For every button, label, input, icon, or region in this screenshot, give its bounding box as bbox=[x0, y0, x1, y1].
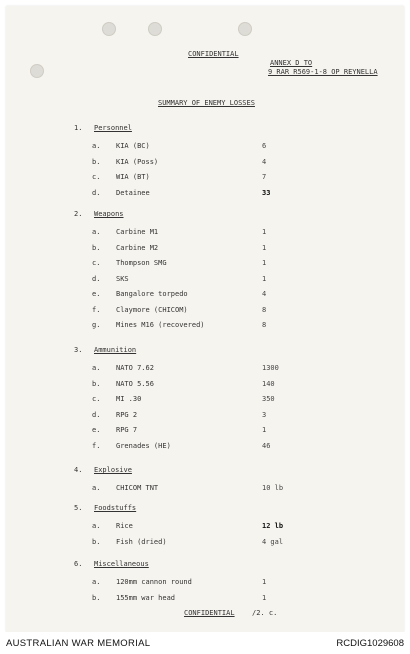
credit-left: AUSTRALIAN WAR MEMORIAL bbox=[6, 638, 151, 649]
item-label: RPG 7 bbox=[116, 426, 138, 434]
item-label: Fish (dried) bbox=[116, 537, 167, 546]
summary-title: SUMMARY OF ENEMY LOSSES bbox=[158, 99, 255, 107]
item-letter: b. bbox=[92, 379, 101, 388]
item-label: Mines M16 (recovered) bbox=[116, 321, 205, 329]
item-letter: e. bbox=[92, 426, 101, 434]
item-label: Rice bbox=[116, 522, 133, 530]
item-value: 7 bbox=[262, 173, 267, 181]
section-title: Personnel bbox=[94, 124, 132, 132]
punch-hole bbox=[30, 64, 44, 78]
item-label: Bangalore torpedo bbox=[116, 290, 188, 298]
item-value: 1 bbox=[262, 243, 267, 252]
item-label: WIA (BT) bbox=[116, 173, 150, 181]
item-label: Carbine M2 bbox=[116, 243, 159, 252]
item-value: 1 bbox=[262, 259, 267, 267]
item-letter: a. bbox=[92, 578, 101, 586]
section-number: 2. bbox=[74, 210, 83, 218]
item-label: MI .30 bbox=[116, 395, 142, 403]
item-value: 8 bbox=[262, 321, 267, 329]
item-value: 4 bbox=[262, 290, 267, 298]
item-value: 1 bbox=[262, 578, 267, 586]
item-letter: c. bbox=[92, 259, 101, 267]
punch-hole bbox=[102, 22, 116, 36]
item-label: RPG 2 bbox=[116, 410, 138, 419]
item-label: Carbine M1 bbox=[116, 228, 159, 236]
item-label: NATO 5.56 bbox=[116, 379, 154, 388]
item-letter: d. bbox=[92, 274, 101, 283]
punch-hole bbox=[238, 22, 252, 36]
section-title: Weapons bbox=[94, 210, 124, 218]
item-value: 12 lb bbox=[262, 522, 284, 530]
item-letter: c. bbox=[92, 173, 101, 181]
item-value: 3 bbox=[262, 410, 267, 419]
item-value: 4 gal bbox=[262, 537, 284, 546]
item-label: SKS bbox=[116, 274, 129, 283]
credit-right: RCDIG1029608 bbox=[336, 638, 404, 649]
item-label: 155mm war head bbox=[116, 593, 176, 602]
item-value: 8 bbox=[262, 305, 267, 314]
item-letter: b. bbox=[92, 537, 101, 546]
item-label: CHICOM TNT bbox=[116, 484, 159, 492]
item-value: 1 bbox=[262, 426, 267, 434]
page-continuation: /2. c. bbox=[252, 609, 278, 617]
item-letter: b. bbox=[92, 593, 101, 602]
item-label: KIA (Poss) bbox=[116, 157, 159, 166]
item-label: Claymore (CHICOM) bbox=[116, 305, 188, 314]
item-letter: c. bbox=[92, 395, 101, 403]
item-value: 46 bbox=[262, 441, 271, 450]
item-letter: a. bbox=[92, 484, 101, 492]
item-label: NATO 7.62 bbox=[116, 364, 154, 372]
item-value: 1 bbox=[262, 274, 267, 283]
item-letter: g. bbox=[92, 321, 101, 329]
item-value: 10 lb bbox=[262, 484, 284, 492]
item-label: Thompson SMG bbox=[116, 259, 167, 267]
item-letter: b. bbox=[92, 243, 101, 252]
item-label: KIA (BC) bbox=[116, 142, 150, 150]
item-value: 1 bbox=[262, 228, 267, 236]
item-letter: a. bbox=[92, 364, 101, 372]
item-value: 140 bbox=[262, 379, 275, 388]
classification-top: CONFIDENTIAL bbox=[188, 50, 239, 58]
item-letter: b. bbox=[92, 157, 101, 166]
annex-line-2: 9 RAR R569-1-8 OP REYNELLA bbox=[268, 68, 378, 76]
item-letter: a. bbox=[92, 522, 101, 530]
item-letter: d. bbox=[92, 188, 101, 197]
section-title: Miscellaneous bbox=[94, 560, 149, 568]
section-title: Ammunition bbox=[94, 346, 137, 354]
item-letter: a. bbox=[92, 142, 101, 150]
credit-bar bbox=[0, 632, 410, 654]
item-value: 33 bbox=[262, 188, 271, 197]
item-letter: f. bbox=[92, 305, 101, 314]
item-label: Grenades (HE) bbox=[116, 441, 171, 450]
section-number: 3. bbox=[74, 346, 83, 354]
punch-hole bbox=[148, 22, 162, 36]
item-value: 350 bbox=[262, 395, 275, 403]
item-label: Detainee bbox=[116, 188, 150, 197]
section-number: 5. bbox=[74, 504, 83, 512]
item-label: 120mm cannon round bbox=[116, 578, 192, 586]
item-value: 6 bbox=[262, 142, 267, 150]
item-letter: d. bbox=[92, 410, 101, 419]
section-title: Foodstuffs bbox=[94, 504, 137, 512]
section-number: 4. bbox=[74, 466, 83, 474]
item-letter: f. bbox=[92, 441, 101, 450]
item-value: 1300 bbox=[262, 364, 279, 372]
item-value: 1 bbox=[262, 593, 267, 602]
document-page bbox=[6, 6, 404, 632]
item-value: 4 bbox=[262, 157, 267, 166]
classification-bottom: CONFIDENTIAL bbox=[184, 609, 235, 617]
annex-line-1: ANNEX D TO bbox=[270, 59, 313, 67]
section-title: Explosive bbox=[94, 466, 132, 474]
item-letter: a. bbox=[92, 228, 101, 236]
item-letter: e. bbox=[92, 290, 101, 298]
section-number: 1. bbox=[74, 124, 83, 132]
section-number: 6. bbox=[74, 560, 83, 568]
